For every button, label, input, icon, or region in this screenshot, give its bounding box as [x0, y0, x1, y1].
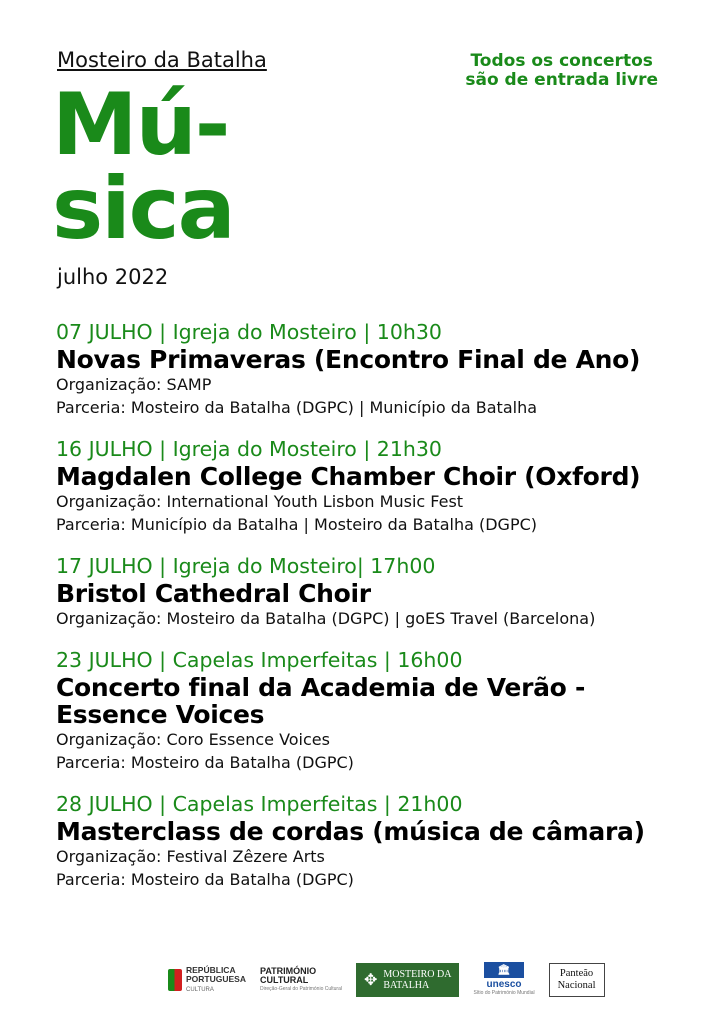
mosteiro-line2: BATALHA — [383, 980, 430, 991]
cross-icon: ✥ — [363, 971, 378, 989]
partner-logos — [168, 962, 605, 998]
venue-heading: Mosteiro da Batalha — [57, 48, 267, 72]
event-organizer: Organização: Coro Essence Voices — [56, 730, 330, 749]
panteao-line2: Nacional — [557, 980, 596, 991]
patrimonio-line1: PATRIMÓNIO — [259, 965, 317, 976]
event-partner: Parceria: Município da Batalha | Mosteiro da Batalha (DGPC) — [56, 515, 538, 534]
unesco-sub: Sítio do Património Mundial — [473, 990, 535, 996]
event-item — [56, 790, 706, 891]
republica-line1: REPÚBLICA — [186, 964, 236, 975]
event-organizer: Organização: SAMP — [56, 375, 212, 394]
event-organizer: Organização: International Youth Lisbon Music Fest — [56, 492, 464, 511]
event-item — [56, 435, 706, 536]
events-list — [56, 318, 706, 907]
unesco-logo — [473, 962, 534, 998]
panteao-line1: Panteão — [559, 968, 594, 979]
event-date: 16 JULHO | Igreja do Mosteiro | 21h30 — [56, 437, 442, 461]
patrimonio-line2: CULTURAL — [259, 974, 309, 985]
event-date: 23 JULHO | Capelas Imperfeitas | 16h00 — [56, 648, 463, 672]
event-title: Bristol Cathedral Choir — [56, 579, 371, 608]
event-organizer: Organização: Festival Zêzere Arts — [56, 847, 325, 866]
event-partner: Parceria: Mosteiro da Batalha (DGPC) — [56, 753, 354, 772]
month-label: julho 2022 — [57, 265, 169, 289]
event-title: Novas Primaveras (Encontro Final de Ano) — [56, 345, 641, 374]
event-organizer: Organização: Mosteiro da Batalha (DGPC) | goES Travel (Barcelona) — [56, 609, 596, 628]
free-entry-notice — [465, 52, 658, 90]
event-title: Magdalen College Chamber Choir (Oxford) — [56, 462, 641, 491]
mosteiro-batalha-logo — [356, 963, 459, 997]
mosteiro-line1: MOSTEIRO DA — [383, 969, 452, 980]
event-item — [56, 318, 706, 419]
unesco-name: unesco — [486, 979, 522, 990]
event-item — [56, 646, 706, 774]
title-part2: sica — [52, 159, 234, 259]
event-item — [56, 552, 706, 630]
event-title: Masterclass de cordas (música de câmara) — [56, 817, 645, 846]
title-part1: Mú- — [52, 75, 229, 175]
event-title-line1: Concerto final da Academia de Verão - — [56, 673, 586, 702]
event-date: 07 JULHO | Igreja do Mosteiro | 10h30 — [56, 320, 442, 344]
event-partner: Parceria: Mosteiro da Batalha (DGPC) — [56, 870, 354, 889]
event-date: 28 JULHO | Capelas Imperfeitas | 21h00 — [56, 792, 463, 816]
panteao-nacional-logo — [549, 963, 605, 997]
republica-line2: PORTUGUESA — [186, 973, 246, 984]
free-entry-line1: Todos os concertos — [470, 51, 653, 71]
event-date: 17 JULHO | Igreja do Mosteiro| 17h00 — [56, 554, 436, 578]
free-entry-line2: são de entrada livre — [465, 70, 658, 90]
republica-sub: CULTURA — [186, 986, 214, 993]
event-title-line2: Essence Voices — [56, 700, 265, 729]
patrimonio-cultural-logo — [260, 967, 342, 994]
republica-portuguesa-logo — [168, 966, 246, 995]
flag-icon — [168, 969, 182, 991]
patrimonio-sub: Direção-Geral do Património Cultural — [259, 985, 342, 992]
event-partner: Parceria: Mosteiro da Batalha (DGPC) | Município da Batalha — [56, 398, 538, 417]
unesco-temple-icon: 🏛 — [484, 962, 524, 978]
